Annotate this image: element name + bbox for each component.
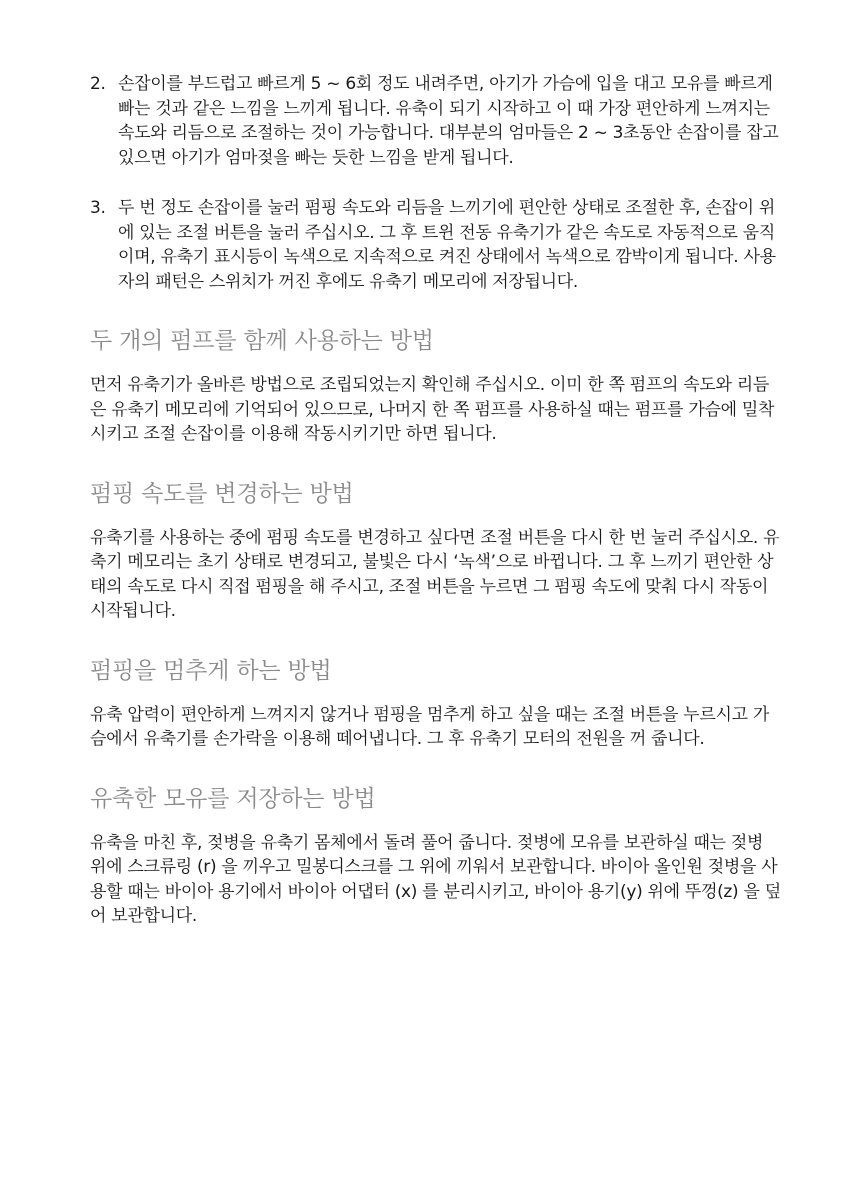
section-title: 두 개의 펌프를 함께 사용하는 방법 [90,328,434,354]
section-title: 펌핑 속도를 변경하는 방법 [90,480,354,507]
step-item [90,72,781,170]
section-body: 유축 압력이 편안하게 느껴지지 않거나 펌핑을 멈추게 하고 싶을 때는 조절 버튼을 누르시고 가슴에서 유축기를 손가락을 이용해 떼어냅니다. 그 후 유축기 모터의 전원을 꺼 줍니다. [90,704,769,749]
section-body: 유축기를 사용하는 중에 펌핑 속도를 변경하고 싶다면 조절 버튼을 다시 한 번 눌러 주십시오. 유축기 메모리는 초기 상태로 변경되고, 불빛은 다시 ‘녹색’으로 바뀝니다. 그 후 느끼기 편안한 상태의 속도로 다시 직접 펌핑을 해 주시고, 조절 버튼을 누르면 그 펌핑 속도에 맞춰 다시 작동이 시작됩니다. [90,527,780,621]
step-number: 2. [90,74,106,94]
section-body: 유축을 마친 후, 젖병을 유축기 몸체에서 돌려 풀어 줍니다. 젖병에 모유를 보관하실 때는 젖병 위에 스크류링 (r) 을 끼우고 밀봉디스크를 그 위에 끼워서 보관합니다. 바이아 올인원 젖병을 사용할 때는 바이아 용기에서 바이아 어댑터 (x) 를 분리시키고, 바이아 용기(y) 위에 뚜껑(z) 을 덮어 보관합니다. [90,832,781,926]
step-number: 3. [90,198,106,218]
instruction-steps [90,72,781,294]
step-item [90,196,781,294]
section-change-speed [90,475,781,624]
section-title: 펌핑을 멈추게 하는 방법 [90,657,332,684]
section-body: 먼저 유축기가 올바른 방법으로 조립되었는지 확인해 주십시오. 이미 한 쪽 펌프의 속도와 리듬은 유축기 메모리에 기억되어 있으므로, 나머지 한 쪽 펌프를 사용하실 때는 펌프를 가슴에 밀착시키고 조절 손잡이를 이용해 작동시키기만 하면 됩니다. [90,375,775,444]
section-stop-pumping [90,652,781,752]
section-store-milk [90,780,781,929]
section-dual-pump [90,322,781,447]
step-text: 두 번 정도 손잡이를 눌러 펌핑 속도와 리듬을 느끼기에 편안한 상태로 조절한 후, 손잡이 위에 있는 조절 버튼을 눌러 주십시오. 그 후 트윈 전동 유축기가 같은 속도로 자동적으로 움직이며, 유축기 표시등이 녹색으로 지속적으로 켜진 상태에서 녹색으로 깜박이게 됩니다. 사용자의 패턴은 스위치가 꺼진 후에도 유축기 메모리에 저장됩니다. [118,198,776,292]
section-title: 유축한 모유를 저장하는 방법 [90,785,376,812]
step-text: 손잡이를 부드럽고 빠르게 5 ~ 6회 정도 내려주면, 아기가 가슴에 입을 대고 모유를 빠르게 빠는 것과 같은 느낌을 느끼게 됩니다. 유축이 되기 시작하고 이 때 가장 편안하게 느껴지는 속도와 리듬으로 조절하는 것이 가능합니다. 대부분의 엄마들은 2 ~ 3초동안 손잡이를 잡고 있으면 아기가 엄마젖을 빠는 듯한 느낌을 받게 됩니다. [118,74,779,168]
